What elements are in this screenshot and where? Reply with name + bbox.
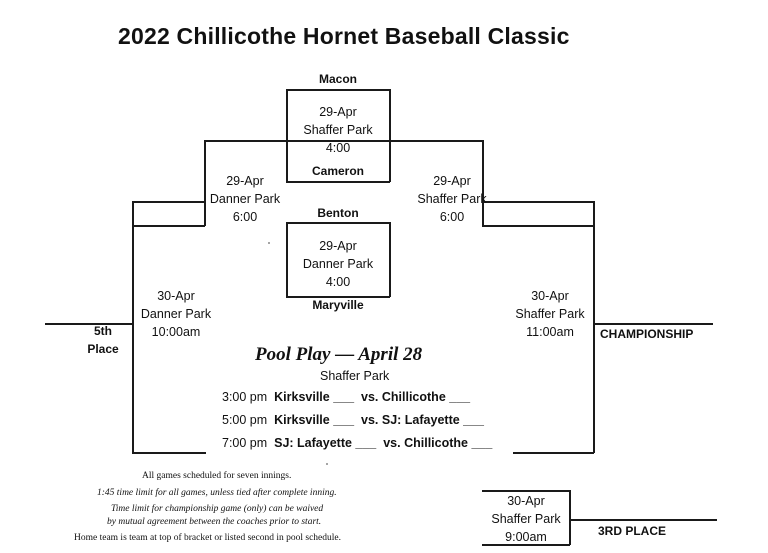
pool-game-away: Chillicothe ___ [404, 436, 493, 450]
scan-speck [326, 463, 328, 465]
game-date: 30-Apr [507, 494, 545, 508]
third-place-label: 3RD PLACE [598, 524, 667, 538]
pool-play-location: Shaffer Park [320, 369, 390, 383]
game-park: Shaffer Park [417, 192, 487, 206]
game-time: 10:00am [151, 325, 201, 339]
pool-game-time: 3:00 pm [222, 390, 268, 404]
pool-play-title: Pool Play — April 28 [255, 344, 423, 365]
note-innings: All games scheduled for seven innings. [142, 471, 292, 481]
pool-game-time: 7:00 pm [222, 436, 268, 450]
pool-game-away: SJ: Lafayette ___ [381, 413, 485, 427]
bracket-line [593, 201, 595, 453]
game-date: 29-Apr [226, 174, 264, 188]
pool-game-vs: vs. [361, 390, 379, 404]
game-time: 6:00 [232, 210, 258, 224]
bracket-line [569, 490, 571, 545]
bracket-line [482, 201, 594, 203]
bracket-line [286, 181, 390, 183]
championship-label: CHAMPIONSHIP [600, 327, 694, 341]
game-top-center [286, 103, 390, 157]
game-park: Shaffer Park [515, 307, 585, 321]
pool-game-home: Kirksville ___ [274, 390, 355, 404]
game-right-outer [510, 287, 590, 341]
bracket-line [132, 225, 205, 227]
game-date: 29-Apr [319, 239, 357, 253]
note-mutual-agreement: by mutual agreement between the coaches prior to start. [107, 517, 322, 527]
game-park: Danner Park [209, 192, 281, 206]
pool-game-home: Kirksville ___ [274, 413, 355, 427]
bracket-line [513, 452, 594, 454]
team-cameron: Cameron [311, 164, 364, 178]
game-time: 4:00 [325, 275, 351, 289]
fifth-place-line1: 5th [94, 324, 112, 338]
game-left-outer [134, 287, 218, 341]
fifth-place-line2: Place [87, 342, 119, 356]
game-third-place [484, 492, 568, 546]
game-time: 9:00am [505, 530, 547, 544]
team-maryville: Maryville [312, 298, 364, 312]
bracket-line [286, 222, 390, 224]
bracket-line [132, 452, 206, 454]
game-date: 29-Apr [319, 105, 357, 119]
game-time: 6:00 [439, 210, 465, 224]
pool-game-away: Chillicothe ___ [381, 390, 471, 404]
page-title: 2022 Chillicothe Hornet Baseball Classic [118, 23, 570, 49]
game-park: Shaffer Park [491, 512, 561, 526]
pool-game-row [222, 390, 470, 404]
fifth-place-label [80, 322, 126, 358]
game-date: 30-Apr [531, 289, 569, 303]
game-time: 4:00 [325, 141, 351, 155]
game-date: 29-Apr [433, 174, 471, 188]
pool-game-row [222, 436, 492, 450]
note-time-limit: 1:45 time limit for all games, unless tied after complete inning. [97, 488, 337, 498]
game-time: 11:00am [526, 325, 574, 339]
bracket-line [132, 201, 205, 203]
note-championship-limit: Time limit for championship game (only) can be waived [111, 504, 324, 514]
pool-game-vs: vs. [361, 413, 379, 427]
game-right-mid [408, 172, 496, 226]
game-left-mid [205, 172, 285, 226]
team-benton: Benton [317, 206, 359, 220]
game-park: Danner Park [140, 307, 212, 321]
game-park: Shaffer Park [303, 123, 373, 137]
pool-game-home: SJ: Lafayette ___ [274, 436, 377, 450]
note-home-team: Home team is team at top of bracket or listed second in pool schedule. [74, 533, 341, 543]
bracket-line [286, 89, 390, 91]
scan-speck [268, 242, 270, 244]
bracket-line [482, 225, 594, 227]
pool-game-vs: vs. [383, 436, 401, 450]
pool-game-row [222, 413, 484, 427]
third-place-line [569, 519, 717, 521]
team-macon: Macon [318, 72, 357, 86]
game-park: Danner Park [302, 257, 374, 271]
game-bottom-center [286, 237, 390, 291]
game-date: 30-Apr [157, 289, 195, 303]
pool-game-time: 5:00 pm [222, 413, 268, 427]
